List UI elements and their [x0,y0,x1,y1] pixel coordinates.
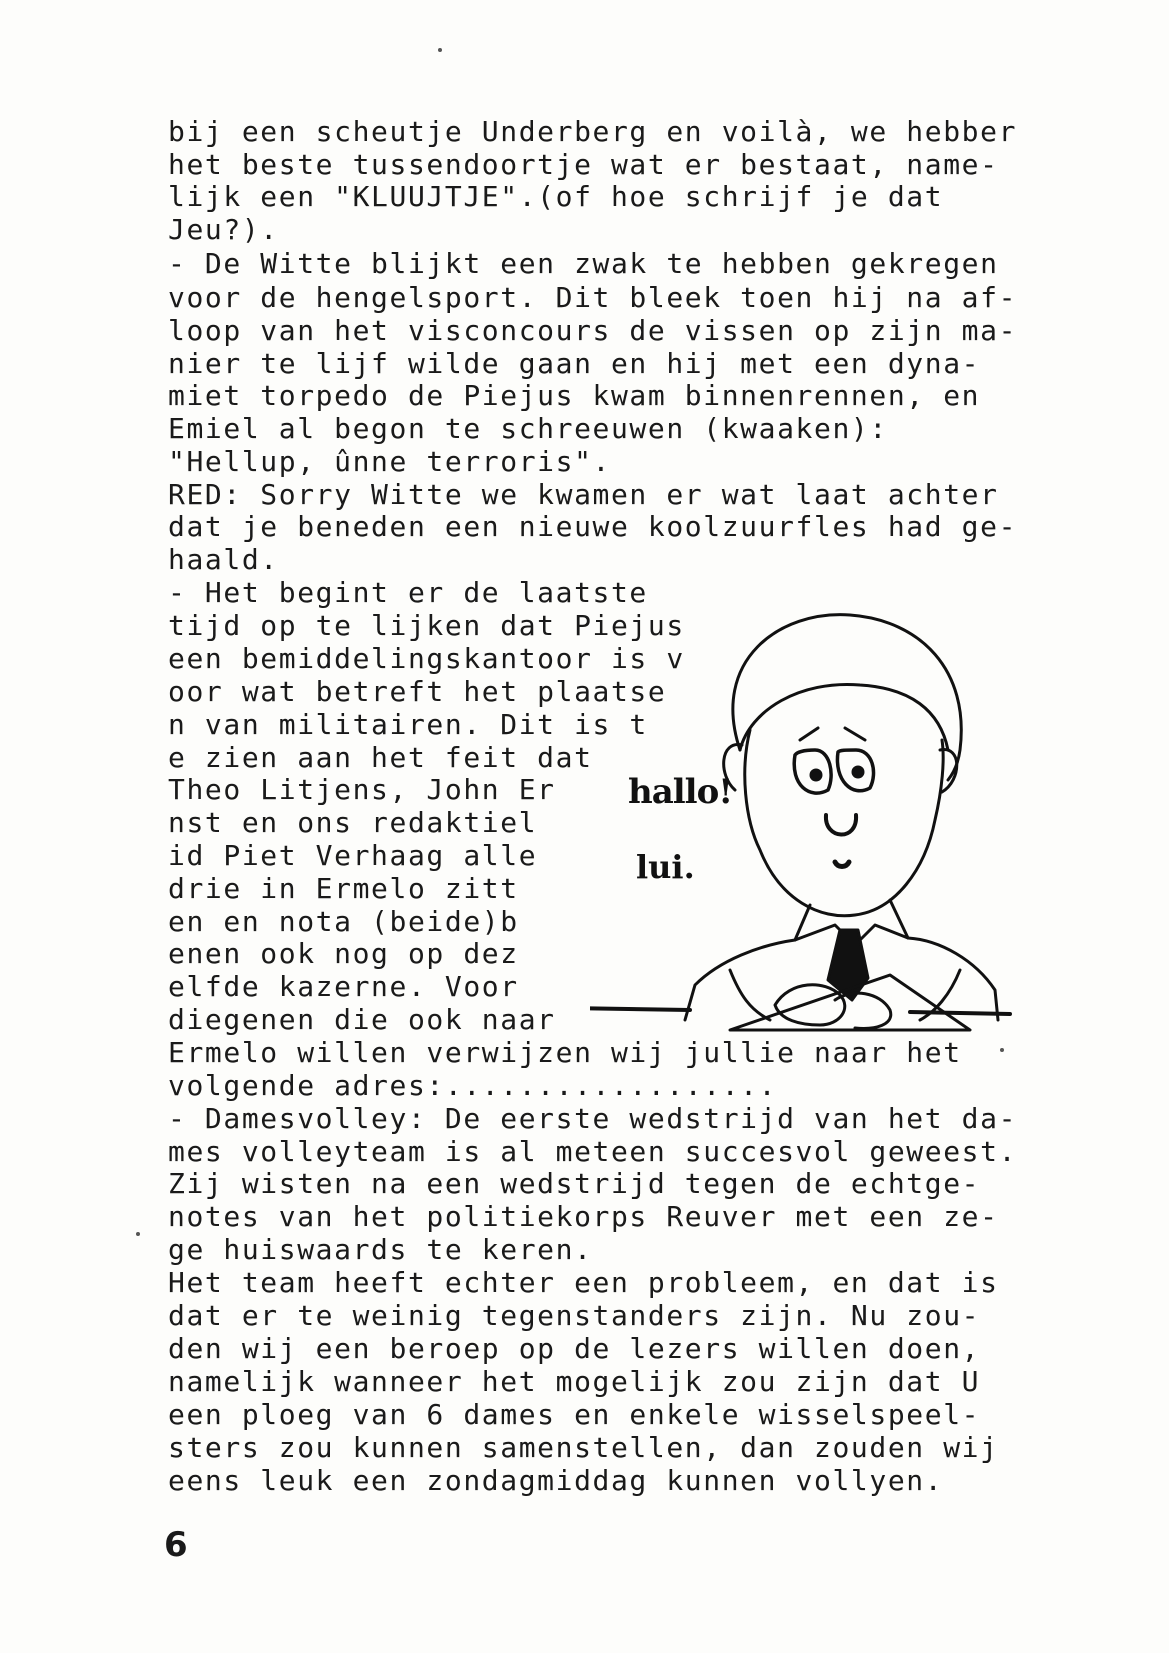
text-line: den wij een beroep op de lezers willen doen, [168,1332,981,1365]
text-line: bij een scheutje Underberg en voilà, we hebber [168,115,1018,148]
text-line: dat er te weinig tegenstanders zijn. Nu zou- [168,1299,981,1332]
text-line: een ploeg van 6 dames en enkele wisselspeel- [168,1398,981,1431]
text-line: Theo Litjens, John Er [168,773,556,806]
text-line: - Het begint er de laatste [168,576,648,609]
text-line: id Piet Verhaag alle [168,839,538,872]
speech-text-hallo: hallo! [628,772,733,812]
page-number: 6 [164,1525,188,1565]
text-line: nst en ons redaktiel [168,806,538,839]
text-line: notes van het politiekorps Reuver met een ze- [168,1200,999,1233]
text-line: lijk een "KLUUJTJE".(of hoe schrijf je dat [168,180,944,213]
text-line: Emiel al begon te schreeuwen (kwaaken): [168,412,888,445]
text-line: Zij wisten na een wedstrijd tegen de echtge- [168,1167,981,1200]
cartoon-man-waving-icon [590,600,1050,1040]
text-line: voor de hengelsport. Dit bleek toen hij na af- [168,281,1018,314]
text-line: het beste tussendoortje wat er bestaat, name- [168,148,999,181]
text-line: nier te lijf wilde gaan en hij met een dyna- [168,347,981,380]
text-line: oor wat betreft het plaatse [168,675,667,708]
text-line: mes volleyteam is al meteen succesvol geweest. [168,1135,1018,1168]
speech-text-lui: lui. [636,848,695,886]
text-line: miet torpedo de Piejus kwam binnenrennen, en [168,379,981,412]
paper-speck [1000,1048,1004,1052]
text-line: drie in Ermelo zitt [168,872,519,905]
text-line: tijd op te lijken dat Piejus [168,609,685,642]
text-line: elfde kazerne. Voor [168,970,519,1003]
text-line: een bemiddelingskantoor is v [168,642,685,675]
text-line: Ermelo willen verwijzen wij jullie naar het [168,1036,962,1069]
text-line: namelijk wanneer het mogelijk zou zijn dat U [168,1365,981,1398]
text-line: volgende adres:.................. [168,1069,778,1102]
text-line: loop van het visconcours de vissen op zijn ma- [168,314,1018,347]
text-line: haald. [168,543,279,576]
text-line: enen ook nog op dez [168,937,519,970]
text-line: Het team heeft echter een probleem, en dat is [168,1266,999,1299]
text-line: RED: Sorry Witte we kwamen er wat laat achter [168,478,999,511]
text-line: - Damesvolley: De eerste wedstrijd van het da- [168,1102,1018,1135]
text-line: dat je beneden een nieuwe koolzuurfles had ge- [168,510,1018,543]
text-line: "Hellup, ûnne terroris". [168,445,611,478]
text-line: - De Witte blijkt een zwak te hebben gekregen [168,247,999,280]
text-line: eens leuk een zondagmiddag kunnen vollyen. [168,1464,944,1497]
text-line: sters zou kunnen samenstellen, dan zouden wij [168,1431,999,1464]
paper-speck [136,1232,140,1236]
text-line: e zien aan het feit dat [168,741,593,774]
paper-speck [438,48,442,52]
text-line: ge huiswaards te keren. [168,1233,593,1266]
text-line: Jeu?). [168,213,279,246]
text-line: n van militairen. Dit is t [168,708,648,741]
text-line: en en nota (beide)b [168,905,519,938]
text-line: diegenen die ook naar [168,1003,556,1036]
